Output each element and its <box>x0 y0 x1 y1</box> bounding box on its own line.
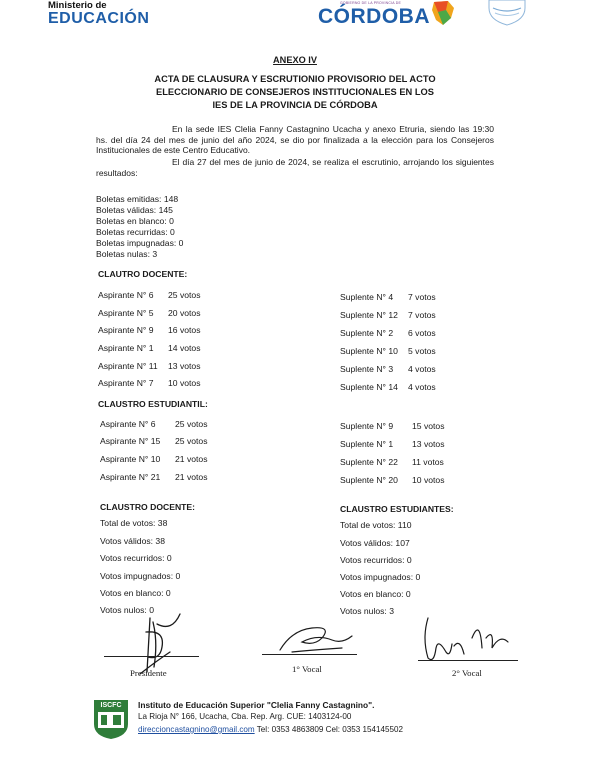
signature-label-president: Presidente <box>130 668 167 678</box>
signature-line-president <box>104 656 199 657</box>
aspirant-label: Aspirante N° 15 <box>100 436 161 446</box>
total-line: Votos recurridos: 0 <box>100 553 172 563</box>
section-header-estudiantil: CLAUSTRO ESTUDIANTIL: <box>98 399 208 409</box>
totals-header-estudiantes: CLAUSTRO ESTUDIANTES: <box>340 504 454 514</box>
total-line: Votos nulos: 3 <box>340 606 394 616</box>
institute-logo-text: ISCFC <box>100 702 122 709</box>
substitute-label: Suplente N° 10 <box>340 346 398 356</box>
aspirant-votes: 25 votos <box>168 290 201 300</box>
substitute-votes: 5 votos <box>408 346 436 356</box>
totals-header-docente: CLAUSTRO DOCENTE: <box>100 502 196 512</box>
section-header-docente: CLAUTRO DOCENTE: <box>98 269 188 279</box>
aspirant-label: Aspirante N° 11 <box>98 361 158 371</box>
aspirant-label: Aspirante N° 5 <box>98 308 154 318</box>
total-line: Votos impugnados: 0 <box>340 572 421 582</box>
annex-title: ANEXO IV <box>273 55 317 65</box>
summary-line: Boletas válidas: 145 <box>96 205 173 215</box>
province-logo <box>316 0 456 30</box>
aspirant-votes: 16 votos <box>168 325 201 335</box>
total-line: Votos en blanco: 0 <box>340 589 411 599</box>
substitute-votes: 10 votos <box>412 475 445 485</box>
title-line-1: ACTA DE CLAUSURA Y ESCRUTIONIO PROVISORIO DEL ACTO <box>154 74 436 84</box>
paragraph-scrutiny: El día 27 del mes de junio de 2024, se realiza el escrutinio, arrojando los siguientes resultados: <box>96 157 494 178</box>
aspirant-votes: 14 votos <box>168 343 201 353</box>
substitute-votes: 6 votos <box>408 328 436 338</box>
footer-phones: Tel: 0353 4863809 Cel: 0353 154145502 <box>256 725 404 734</box>
aspirant-label: Aspirante N° 1 <box>98 343 154 353</box>
footer-email-link[interactable]: direccioncastagnino@gmail.com <box>138 725 255 734</box>
ministry-logo <box>48 1 149 27</box>
ministry-top-text: Ministerio de <box>48 0 107 11</box>
aspirant-label: Aspirante N° 6 <box>98 290 154 300</box>
substitute-votes: 13 votos <box>412 439 445 449</box>
title-line-3: IES DE LA PROVINCIA DE CÓRDOBA <box>212 100 378 110</box>
ministry-main-text: EDUCACIÓN <box>48 10 150 27</box>
province-shield-icon <box>486 0 528 26</box>
signature-line-vocal2 <box>418 660 518 661</box>
total-line: Total de votos: 110 <box>340 520 412 530</box>
substitute-label: Suplente N° 20 <box>340 475 398 485</box>
aspirant-votes: 13 votos <box>168 361 201 371</box>
total-line: Total de votos: 38 <box>100 518 168 528</box>
substitute-votes: 11 votos <box>412 457 444 467</box>
total-line: Votos en blanco: 0 <box>100 588 171 598</box>
total-line: Votos válidos: 107 <box>340 538 410 548</box>
aspirant-label: Aspirante N° 21 <box>100 472 161 482</box>
institute-logo <box>92 698 130 740</box>
substitute-votes: 4 votos <box>408 382 436 392</box>
aspirant-label: Aspirante N° 7 <box>98 378 154 388</box>
footer-institute-name: Instituto de Educación Superior "Clelia Fanny Castagnino". <box>138 700 375 710</box>
aspirant-votes: 10 votos <box>168 378 201 388</box>
substitute-label: Suplente N° 2 <box>340 328 394 338</box>
summary-line: Boletas recurridas: 0 <box>96 227 175 237</box>
paragraph-opening: En la sede IES Clelia Fanny Castagnino Ucacha y anexo Etruria, siendo las 19:30 hs. del día 24 del mes de junio del año 2024, se dio por finalizada a la elección para los Consejeros Institucionales de este Centro Educativo. <box>96 124 494 156</box>
substitute-votes: 15 votos <box>412 421 445 431</box>
province-main-text: CÓRDOBA <box>318 5 430 28</box>
title-line-2: ELECCIONARIO DE CONSEJEROS INSTITUCIONALES EN LOS <box>156 87 434 97</box>
signature-label-vocal2: 2° Vocal <box>452 668 482 678</box>
substitute-votes: 4 votos <box>408 364 436 374</box>
total-line: Votos impugnados: 0 <box>100 571 181 581</box>
aspirant-votes: 25 votos <box>175 436 208 446</box>
summary-line: Boletas impugnadas: 0 <box>96 238 184 248</box>
aspirant-votes: 21 votos <box>175 454 208 464</box>
signature-vocal2-scribble <box>420 608 520 668</box>
signature-label-vocal1: 1° Vocal <box>292 664 322 674</box>
substitute-label: Suplente N° 1 <box>340 439 394 449</box>
substitute-votes: 7 votos <box>408 292 436 302</box>
total-line: Votos recurridos: 0 <box>340 555 412 565</box>
summary-line: Boletas nulas: 3 <box>96 249 158 259</box>
signature-line-vocal1 <box>262 654 357 655</box>
total-line: Votos válidos: 38 <box>100 536 165 546</box>
province-small-text: GOBIERNO DE LA PROVINCIA DE <box>340 1 402 5</box>
substitute-label: Suplente N° 12 <box>340 310 398 320</box>
footer-contact <box>138 725 403 735</box>
summary-line: Boletas emitidas: 148 <box>96 194 179 204</box>
substitute-label: Suplente N° 9 <box>340 421 394 431</box>
aspirant-votes: 21 votos <box>175 472 208 482</box>
total-line: Votos nulos: 0 <box>100 605 154 615</box>
substitute-label: Suplente N° 14 <box>340 382 398 392</box>
aspirant-label: Aspirante N° 10 <box>100 454 161 464</box>
footer-address: La Rioja N° 166, Ucacha, Cba. Rep. Arg. CUE: 1403124-00 <box>138 712 352 721</box>
aspirant-votes: 20 votos <box>168 308 201 318</box>
substitute-label: Suplente N° 22 <box>340 457 398 467</box>
substitute-label: Suplente N° 4 <box>340 292 394 302</box>
substitute-votes: 7 votos <box>408 310 436 320</box>
aspirant-label: Aspirante N° 6 <box>100 419 156 429</box>
province-map-icon <box>430 0 456 26</box>
substitute-label: Suplente N° 3 <box>340 364 394 374</box>
aspirant-votes: 25 votos <box>175 419 208 429</box>
summary-line: Boletas en blanco: 0 <box>96 216 174 226</box>
aspirant-label: Aspirante N° 9 <box>98 325 154 335</box>
